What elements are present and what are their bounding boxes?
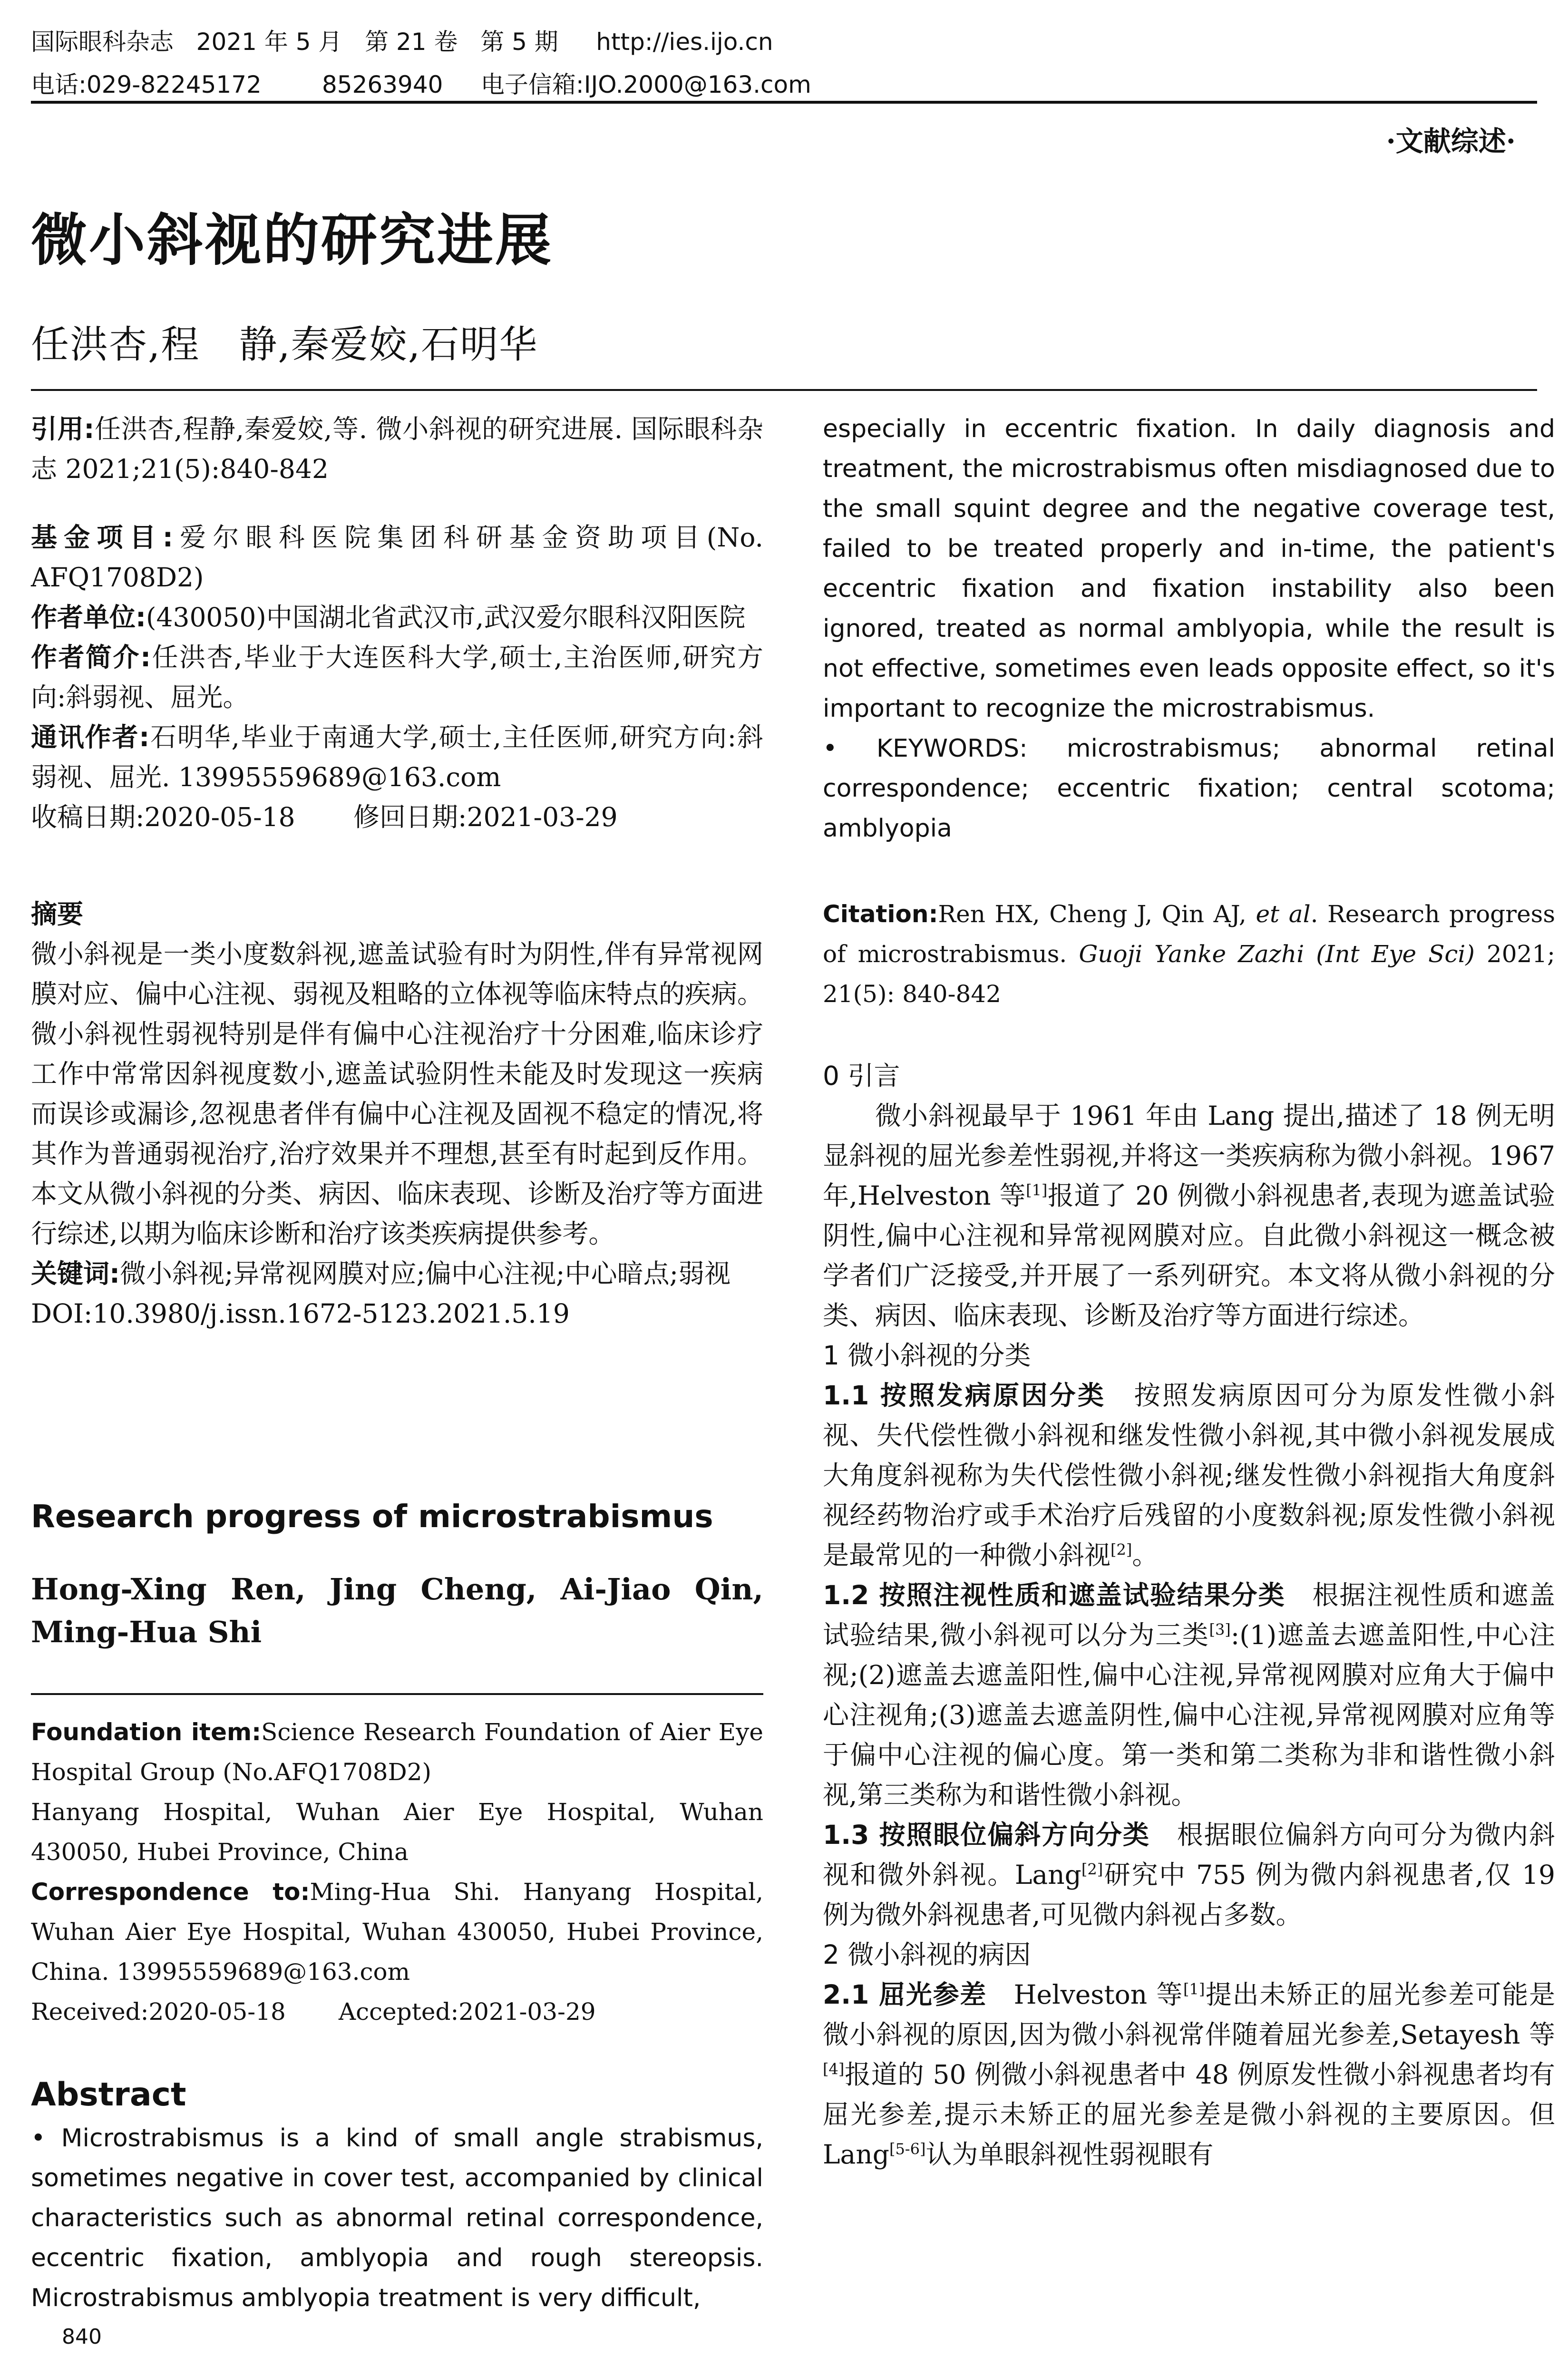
en-meta-block bbox=[31, 1712, 763, 2032]
page-number: 840 bbox=[62, 2325, 102, 2349]
en-abstract-right bbox=[823, 409, 1555, 848]
section-1-1-title: 1.1 按照发病原因分类 bbox=[823, 1380, 1106, 1411]
cn-fund bbox=[31, 517, 763, 597]
section-1-heading: 1 微小斜视的分类 bbox=[823, 1340, 1031, 1371]
en-title: Research progress of microstrabismus bbox=[31, 1498, 713, 1535]
s13-text-b: 研究中 755 例为微内斜视患者,仅 19 例为微外斜视患者,可见微内斜视占多数。 bbox=[823, 1860, 1555, 1930]
en-abstract-heading: Abstract bbox=[31, 2076, 186, 2114]
header-rule bbox=[31, 101, 1537, 104]
cn-keywords-text: 微小斜视;异常视网膜对应;偏中心注视;中心暗点;弱视 bbox=[120, 1258, 731, 1289]
column-tag: ·文献综述· bbox=[1386, 125, 1516, 157]
cn-bio bbox=[31, 637, 763, 717]
cn-abstract-text: 微小斜视是一类小度数斜视,遮盖试验有时为阴性,伴有异常视网膜对应、偏中心注视、弱视及粗略的立体视等临床特点的疾病。微小斜视性弱视特别是伴有偏中心注视治疗十分困难,临床诊疗工作中常常因斜视度数小,遮盖试验阴性未能及时发现这一疾病而误诊或漏诊,忽视患者伴有偏中心注视及固视不稳定的情况,将其作为普通弱视治疗,治疗效果并不理想,甚至有时起到反作用。本文从微小斜视的分类、病因、临床表现、诊断及治疗等方面进行综述,以期为临床诊断和治疗该类疾病提供参考。 bbox=[31, 939, 764, 1249]
cn-bio-label: 作者简介: bbox=[31, 642, 151, 672]
journal-header-line1: 国际眼科杂志 2021 年 5 月 第 21 卷 第 5 期 http://ies.ijo.cn bbox=[31, 28, 773, 56]
en-citation-a: Ren HX, Cheng J, Qin AJ, bbox=[938, 900, 1256, 928]
s0-text-b: 报道了 20 例微小斜视患者,表现为遮盖试验阴性,偏中心注视和异常视网膜对应。自此微小斜视这一概念被学者们广泛接受,并开展了一系列研究。本文将从微小斜视的分类、病因、临床表现、诊断及治疗等方面进行综述。 bbox=[823, 1180, 1555, 1331]
body-text bbox=[823, 1056, 1555, 2174]
en-citation-etal: et al bbox=[1256, 900, 1311, 928]
citation-ref: [5-6] bbox=[889, 2140, 926, 2158]
cn-citation-label: 引用: bbox=[31, 414, 95, 444]
section-1-3-title: 1.3 按照眼位偏斜方向分类 bbox=[823, 1820, 1150, 1850]
citation-ref: [1] bbox=[1026, 1181, 1048, 1199]
s11-text-b: 。 bbox=[1132, 1540, 1159, 1570]
en-corr-label: Correspondence to: bbox=[31, 1878, 310, 1906]
en-abstract-part2: especially in eccentric fixation. In daily diagnosis and treatment, the microstrabismus often misdiagnosed due to the small squint degree and the negative coverage test, failed to be treated properly and in-time, the patient's eccentric fixation and fixation instability also been ignored, treated as normal amblyopia, while the result is not effective, sometimes even leads opposite effect, so it's important to recognize the microstrabismus. bbox=[823, 415, 1555, 723]
en-citation-journal: Guoji Yanke Zazhi (Int Eye Sci) bbox=[1079, 940, 1475, 968]
en-keywords-text: microstrabismus; abnormal retinal correspondence; eccentric fixation; central scotoma; amblyopia bbox=[823, 734, 1556, 843]
cn-corr bbox=[31, 717, 763, 797]
section-1-2-paragraph bbox=[823, 1575, 1555, 1815]
cn-meta-block bbox=[31, 409, 763, 837]
cn-keywords bbox=[31, 1254, 763, 1294]
en-correspondence bbox=[31, 1872, 763, 1992]
s13-text-a: 根据眼位偏斜方向可分为微内斜视和微外斜视。Lang bbox=[823, 1820, 1555, 1890]
cn-abstract-heading: 摘要 bbox=[31, 899, 84, 929]
section-2-heading: 2 微小斜视的病因 bbox=[823, 1939, 1031, 1970]
section-1-1-paragraph bbox=[823, 1375, 1555, 1575]
section-0-paragraph bbox=[823, 1096, 1555, 1335]
cn-citation-text: 任洪杏,程静,秦爱姣,等. 微小斜视的研究进展. 国际眼科杂志 2021;21(5):840-842 bbox=[31, 414, 763, 484]
citation-ref: [4] bbox=[823, 2060, 845, 2078]
s21-text-b: 提出未矫正的屈光参差可能是微小斜视的原因,因为微小斜视常伴随着屈光参差,Setayesh 等 bbox=[823, 1979, 1555, 2050]
article-title: 微小斜视的研究进展 bbox=[31, 207, 554, 273]
section-1-3-paragraph bbox=[823, 1815, 1555, 1935]
en-keywords bbox=[823, 729, 1555, 848]
en-received: Received:2020-05-18 Accepted:2021-03-29 bbox=[31, 1998, 596, 2026]
en-foundation-label: Foundation item: bbox=[31, 1718, 262, 1746]
cn-bio-text: 任洪杏,毕业于大连医科大学,硕士,主治医师,研究方向:斜弱视、屈光。 bbox=[31, 642, 763, 712]
cn-fund-label: 基金项目: bbox=[31, 522, 173, 553]
en-front-block bbox=[31, 1498, 763, 1654]
en-citation bbox=[823, 894, 1555, 1014]
cn-unit-label: 作者单位: bbox=[31, 602, 146, 633]
s21-text-c: 报道的 50 例微小斜视患者中 48 例原发性微小斜视患者均有屈光参差,提示未矫正的屈光参差是微小斜视的主要原因。但 Lang bbox=[823, 2059, 1555, 2170]
cn-unit bbox=[31, 597, 763, 637]
cn-keywords-label: 关键词: bbox=[31, 1258, 120, 1289]
en-authors: Hong-Xing Ren, Jing Cheng, Ai-Jiao Qin, Ming-Hua Shi bbox=[31, 1572, 763, 1649]
en-foundation-text: Science Research Foundation of Aier Eye Hospital Group (No.AFQ1708D2) bbox=[31, 1718, 763, 1786]
en-corr-text: Ming-Hua Shi. Hanyang Hospital, Wuhan Aier Eye Hospital, Wuhan 430050, Hubei Province, China. 13995559689@163.com bbox=[31, 1878, 763, 1986]
en-foundation bbox=[31, 1712, 763, 1792]
citation-ref: [2] bbox=[1081, 1860, 1103, 1879]
cn-dates: 收稿日期:2020-05-18 修回日期:2021-03-29 bbox=[31, 802, 618, 832]
s11-text-a: 按照发病原因可分为原发性微小斜视、失代偿性微小斜视和继发性微小斜视,其中微小斜视发展成大角度斜视称为失代偿性微小斜视;继发性微小斜视指大角度斜视经药物治疗或手术治疗后残留的小度数斜视;原发性微小斜视是最常见的一种微小斜视 bbox=[823, 1380, 1555, 1570]
journal-header-line2: 电话:029-82245172 85263940 电子信箱:IJO.2000@163.com bbox=[31, 71, 811, 98]
cn-doi: DOI:10.3980/j.issn.1672-5123.2021.5.19 bbox=[31, 1298, 570, 1329]
en-citation-label: Citation: bbox=[823, 900, 938, 928]
citation-ref: [1] bbox=[1183, 1980, 1205, 1998]
s12-text-b: :(1)遮盖去遮盖阳性,中心注视;(2)遮盖去遮盖阳性,偏中心注视,异常视网膜对应角大于偏中心注视角;(3)遮盖去遮盖阴性,偏中心注视,异常视网膜对应角等于偏中心注视的偏心度。第一类和第二类称为非和谐性微小斜视,第三类称为和谐性微小斜视。 bbox=[823, 1620, 1556, 1810]
cn-citation bbox=[31, 409, 763, 489]
s12-text-a: 根据注视性质和遮盖试验结果,微小斜视可以分为三类 bbox=[823, 1580, 1555, 1650]
citation-ref: [3] bbox=[1209, 1620, 1231, 1639]
section-2-1-paragraph bbox=[823, 1975, 1555, 2174]
cn-abstract-block bbox=[31, 894, 763, 1334]
en-citation-c: 2021; 21(5): 840-842 bbox=[823, 940, 1555, 1008]
title-rule bbox=[31, 389, 1537, 391]
en-citation-block bbox=[823, 894, 1555, 1014]
en-citation-b: . Research progress of microstrabismus. bbox=[823, 900, 1555, 968]
section-1-2-title: 1.2 按照注视性质和遮盖试验结果分类 bbox=[823, 1580, 1286, 1610]
en-front-rule bbox=[31, 1693, 763, 1695]
en-abstract-part1: • Microstrabismus is a kind of small angle strabismus, sometimes negative in cover test, accompanied by clinical characteristics such as abnormal retinal correspondence, eccentric fixation, amblyopia and rough stereopsis. Microstrabismus amblyopia treatment is very difficult, bbox=[31, 2124, 763, 2312]
s21-text-d: 认为单眼斜视性弱视眼有 bbox=[925, 2139, 1214, 2170]
s21-text-a: Helveston 等 bbox=[986, 1979, 1183, 2010]
article-authors: 任洪杏,程 静,秦爱姣,石明华 bbox=[31, 322, 538, 367]
cn-corr-label: 通讯作者: bbox=[31, 722, 150, 752]
s0-text-a: 微小斜视最早于 1961 年由 Lang 提出,描述了 18 例无明显斜视的屈光参差性弱视,并将这一类疾病称为微小斜视。1967 年,Helveston 等 bbox=[823, 1101, 1556, 1211]
cn-corr-text: 石明华,毕业于南通大学,硕士,主任医师,研究方向:斜弱视、屈光. 13995559689@163.com bbox=[31, 722, 764, 792]
cn-unit-text: (430050)中国湖北省武汉市,武汉爱尔眼科汉阳医院 bbox=[146, 602, 746, 633]
en-keywords-label: • KEYWORDS: bbox=[823, 734, 1028, 763]
en-abstract-left bbox=[31, 2076, 763, 2318]
section-0-heading: 0 引言 bbox=[823, 1061, 900, 1091]
citation-ref: [2] bbox=[1110, 1540, 1132, 1559]
cn-fund-text: 爱尔眼科医院集团科研基金资助项目(No. AFQ1708D2) bbox=[31, 522, 763, 593]
en-affiliation: Hanyang Hospital, Wuhan Aier Eye Hospital, Wuhan 430050, Hubei Province, China bbox=[31, 1798, 763, 1866]
section-2-1-title: 2.1 屈光参差 bbox=[823, 1979, 987, 2010]
